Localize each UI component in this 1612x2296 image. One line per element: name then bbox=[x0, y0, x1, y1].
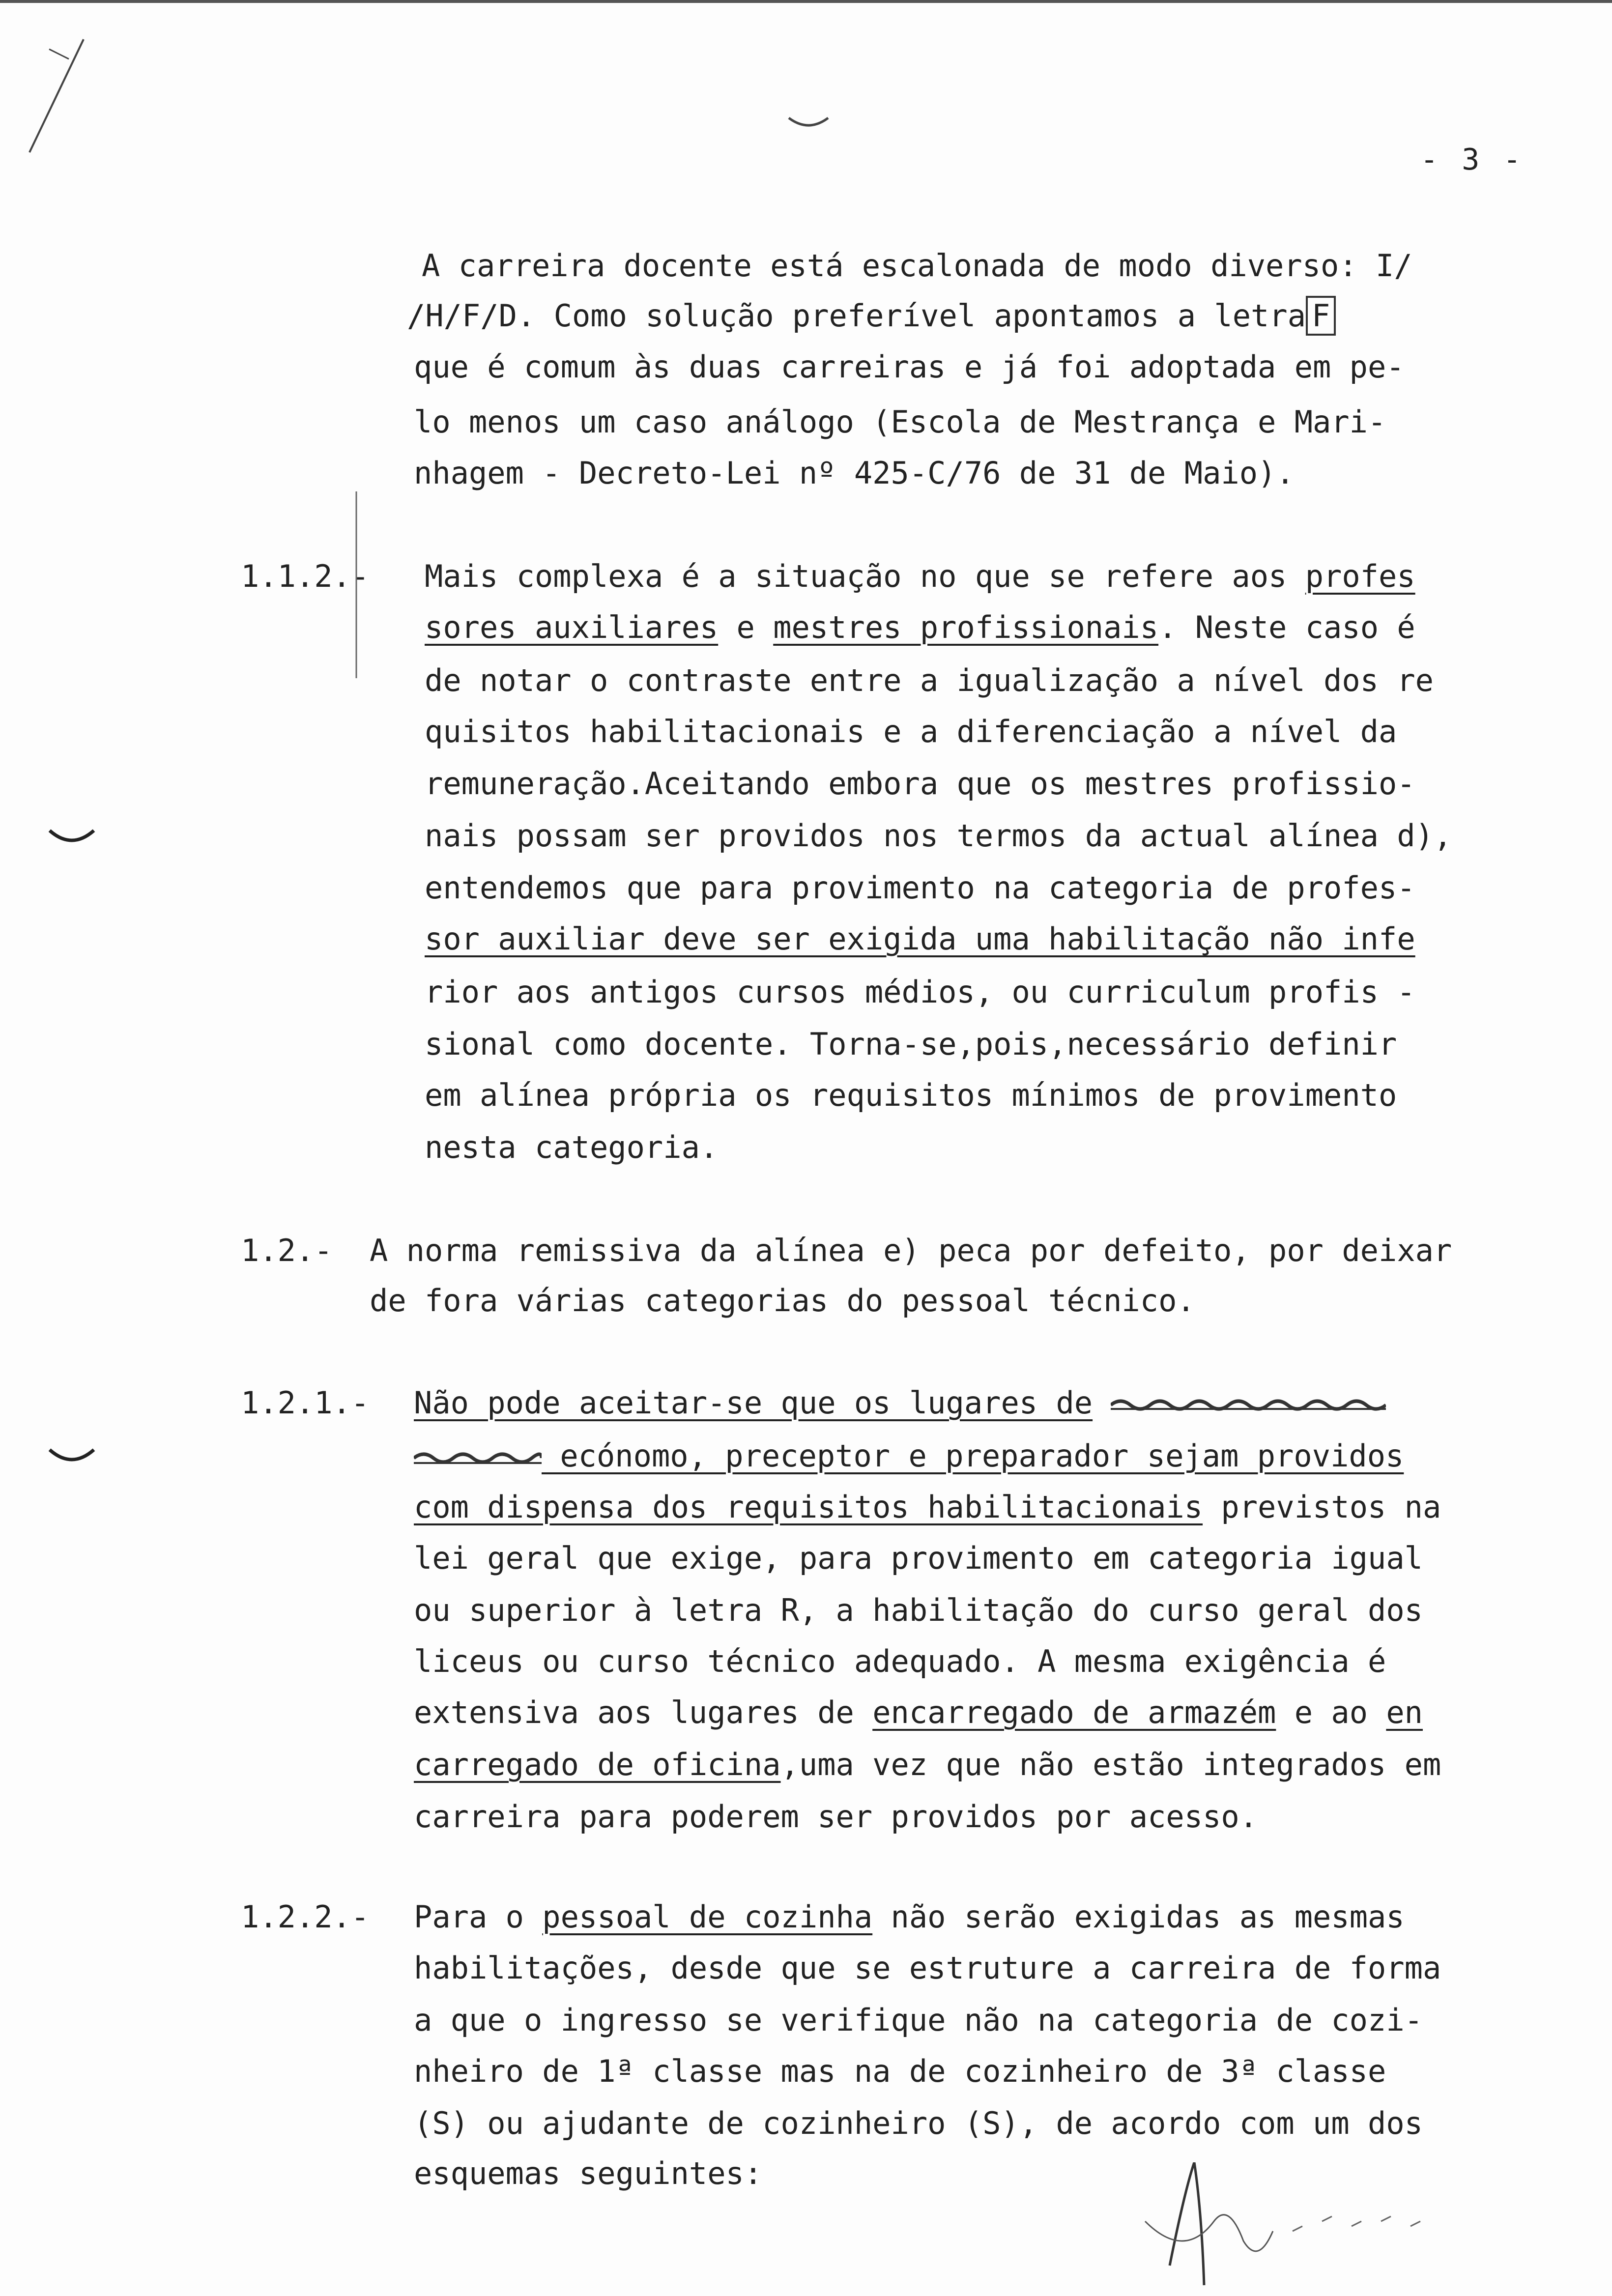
underlined-text: encarregado de armazém bbox=[872, 1694, 1276, 1730]
text-line: que é comum às duas carreiras e já foi adoptada em pe- bbox=[414, 349, 1405, 385]
underlined-text: Não pode aceitar-se que os lugares de bbox=[414, 1385, 1093, 1421]
text-line bbox=[407, 298, 1336, 334]
text-span: e bbox=[718, 609, 774, 645]
text-line bbox=[425, 558, 1415, 594]
text-line: de fora várias categorias do pessoal técnico. bbox=[370, 1283, 1195, 1319]
underlined-text: com dispensa dos requisitos habilitacionais bbox=[414, 1489, 1203, 1525]
text-line: (S) ou ajudante de cozinheiro (S), de acordo com um dos bbox=[414, 2105, 1423, 2141]
text-span: Mais complexa é a situação no que se refere aos bbox=[425, 558, 1305, 594]
handwritten-signature-icon bbox=[1116, 2162, 1460, 2290]
text-line: nesta categoria. bbox=[425, 1129, 719, 1165]
section-number: 1.2.- bbox=[241, 1233, 333, 1268]
text-span: não serão exigidas as mesmas bbox=[872, 1899, 1405, 1935]
text-line: carreira para poderem ser providos por acesso. bbox=[414, 1799, 1258, 1835]
boxed-letter: F bbox=[1306, 296, 1336, 336]
text-line bbox=[414, 1899, 1405, 1935]
text-line: nhagem - Decreto-Lei nº 425-C/76 de 31 de Maio). bbox=[414, 455, 1295, 491]
text-line: remuneração.Aceitando embora que os mestres profissio- bbox=[425, 766, 1415, 802]
text-line: de notar o contraste entre a igualização a nível dos re bbox=[425, 662, 1434, 698]
text-line: A norma remissiva da alínea e) peca por defeito, por deixar bbox=[370, 1233, 1452, 1268]
text-line bbox=[414, 1385, 1386, 1421]
text-span: . Neste caso é bbox=[1158, 609, 1415, 645]
section-number: 1.2.1.- bbox=[241, 1385, 370, 1421]
underlined-text: en bbox=[1386, 1694, 1423, 1730]
section-number: 1.2.2.- bbox=[241, 1899, 370, 1935]
scan-mark-icon bbox=[786, 113, 831, 133]
text-line: lei geral que exige, para provimento em categoria igual bbox=[414, 1540, 1423, 1576]
underlined-text: sores auxiliares bbox=[425, 609, 719, 645]
text-span: /H/F/D. Como solução preferível apontamos a letra bbox=[407, 298, 1306, 334]
underlined-text: ecónomo, preceptor e preparador sejam providos bbox=[542, 1438, 1404, 1474]
text-span: extensiva aos lugares de bbox=[414, 1694, 873, 1730]
margin-rule bbox=[354, 491, 359, 678]
text-line bbox=[414, 1747, 1441, 1782]
text-span: e ao bbox=[1276, 1694, 1386, 1730]
scan-mark-icon bbox=[10, 29, 108, 157]
underlined-text: carregado de oficina bbox=[414, 1747, 781, 1782]
underlined-text: profes bbox=[1305, 558, 1415, 594]
text-line: lo menos um caso análogo (Escola de Mestrança e Mari- bbox=[414, 404, 1386, 440]
text-line: esquemas seguintes: bbox=[414, 2155, 763, 2191]
underlined-text: pessoal de cozinha bbox=[542, 1899, 873, 1935]
text-line: a que o ingresso se verifique não na categoria de cozi- bbox=[414, 2002, 1423, 2038]
text-line bbox=[414, 1438, 1404, 1474]
page-number: - 3 - bbox=[1420, 143, 1524, 177]
top-border-line bbox=[0, 0, 1612, 3]
section-number: 1.1.2.- bbox=[241, 558, 370, 594]
text-span: ,uma vez que não estão integrados em bbox=[780, 1747, 1441, 1782]
text-line bbox=[425, 609, 1415, 645]
text-line: entendemos que para provimento na categoria de profes- bbox=[425, 870, 1415, 906]
struck-out-text bbox=[414, 1449, 542, 1467]
margin-mark-icon bbox=[47, 1445, 96, 1469]
text-line bbox=[414, 1489, 1441, 1525]
underlined-text: mestres profissionais bbox=[773, 609, 1159, 645]
text-line: nheiro de 1ª classe mas na de cozinheiro de 3ª classe bbox=[414, 2053, 1386, 2089]
text-line bbox=[414, 1694, 1423, 1730]
text-line: ou superior à letra R, a habilitação do curso geral dos bbox=[414, 1592, 1423, 1628]
struck-out-text bbox=[1111, 1396, 1386, 1414]
text-span: previstos na bbox=[1203, 1489, 1441, 1525]
text-line: em alínea própria os requisitos mínimos de provimento bbox=[425, 1077, 1397, 1113]
text-line: A carreira docente está escalonada de modo diverso: I/ bbox=[422, 248, 1412, 284]
text-line: liceus ou curso técnico adequado. A mesma exigência é bbox=[414, 1643, 1386, 1679]
text-line: quisitos habilitacionais e a diferenciação a nível da bbox=[425, 714, 1397, 749]
text-line: habilitações, desde que se estruture a carreira de forma bbox=[414, 1950, 1441, 1986]
text-line: nais possam ser providos nos termos da actual alínea d), bbox=[425, 818, 1452, 854]
text-line: sor auxiliar deve ser exigida uma habilitação não infe bbox=[425, 921, 1415, 957]
text-span: Para o bbox=[414, 1899, 543, 1935]
text-line: sional como docente. Torna-se,pois,necessário definir bbox=[425, 1026, 1397, 1062]
margin-mark-icon bbox=[47, 826, 96, 850]
text-line: rior aos antigos cursos médios, ou curriculum profis - bbox=[425, 974, 1415, 1010]
